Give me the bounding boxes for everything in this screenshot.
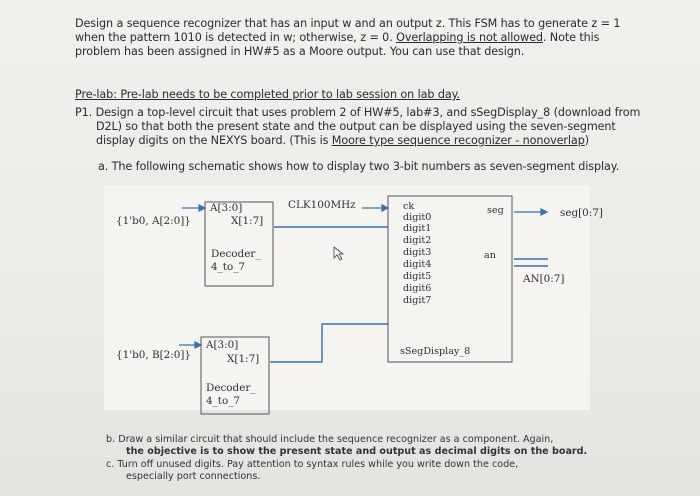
dec1-out-label: X[1:7] (231, 215, 264, 227)
intro-line-2: when the pattern 1010 is detected in w; otherwise, z = 0. Overlapping is not allowed. Note this (75, 31, 600, 44)
item-a-text: a. The following schematic shows how to display two 3-bit numbers as seven-segment display. (98, 160, 620, 173)
clk-label: CLK100MHz (288, 199, 356, 211)
dec2-in-label: A[3:0] (206, 339, 239, 351)
item-c-line-1: c. Turn off unused digits. Pay attention to syntax rules while you write down the code, (106, 459, 519, 470)
port-digit6: digit6 (403, 283, 432, 294)
intro-line-1: Design a sequence recognizer that has an input w and an output z. This FSM has to generate z = 1 (75, 17, 621, 30)
seg-bus-label: seg[0:7] (560, 207, 603, 219)
sseg-module-name: sSegDisplay_8 (400, 346, 471, 357)
dec2-name-2: 4_to_7 (206, 395, 241, 407)
port-digit5: digit5 (403, 271, 432, 282)
p1-line-1: P1. Design a top-level circuit that uses problem 2 of HW#5, lab#3, and sSegDisplay_8 (download from (75, 106, 641, 119)
an-bus-label: AN[0:7] (523, 273, 565, 285)
p1-line-3: display digits on the NEXYS board. (This is Moore type sequence recognizer - nonoverlap) (96, 134, 589, 147)
prelab-heading: Pre-lab: Pre-lab needs to be completed prior to lab session on lab day. (75, 88, 460, 101)
port-ck: ck (403, 201, 415, 212)
no-overlap-emphasis: Overlapping is not allowed (396, 31, 543, 44)
item-b-line-2: the objective is to show the present state and output as decimal digits on the board. (126, 446, 588, 457)
port-digit7: digit7 (403, 295, 432, 306)
dec1-name-1: Decoder_ (211, 248, 261, 260)
intro-line-3: problem has been assigned in HW#5 as a Moore output. You can use that design. (75, 45, 525, 58)
item-c-line-2: especially port connections. (126, 471, 261, 482)
dec1-in-label: A[3:0] (210, 202, 243, 214)
dec2-name-1: Decoder_ (206, 382, 256, 394)
dec2-out-label: X[1:7] (227, 353, 260, 365)
port-digit4: digit4 (403, 259, 432, 270)
item-b-line-1: b. Draw a similar circuit that should include the sequence recognizer as a component. Again, (106, 434, 554, 445)
input1-label: {1'b0, A[2:0]} (116, 215, 191, 227)
dec1-name-2: 4_to_7 (211, 261, 246, 273)
port-an: an (484, 250, 496, 261)
p1-line-2: D2L) so that both the present state and the output can be displayed using the seven-segment (96, 120, 616, 133)
port-digit3: digit3 (403, 247, 432, 258)
port-digit0: digit0 (403, 212, 432, 223)
input2-label: {1'b0, B[2:0]} (116, 349, 192, 361)
moore-type-link-text: Moore type sequence recognizer - nonoverlap (331, 134, 585, 147)
port-digit2: digit2 (403, 235, 432, 246)
port-digit1: digit1 (403, 223, 432, 234)
port-seg: seg (487, 205, 504, 216)
